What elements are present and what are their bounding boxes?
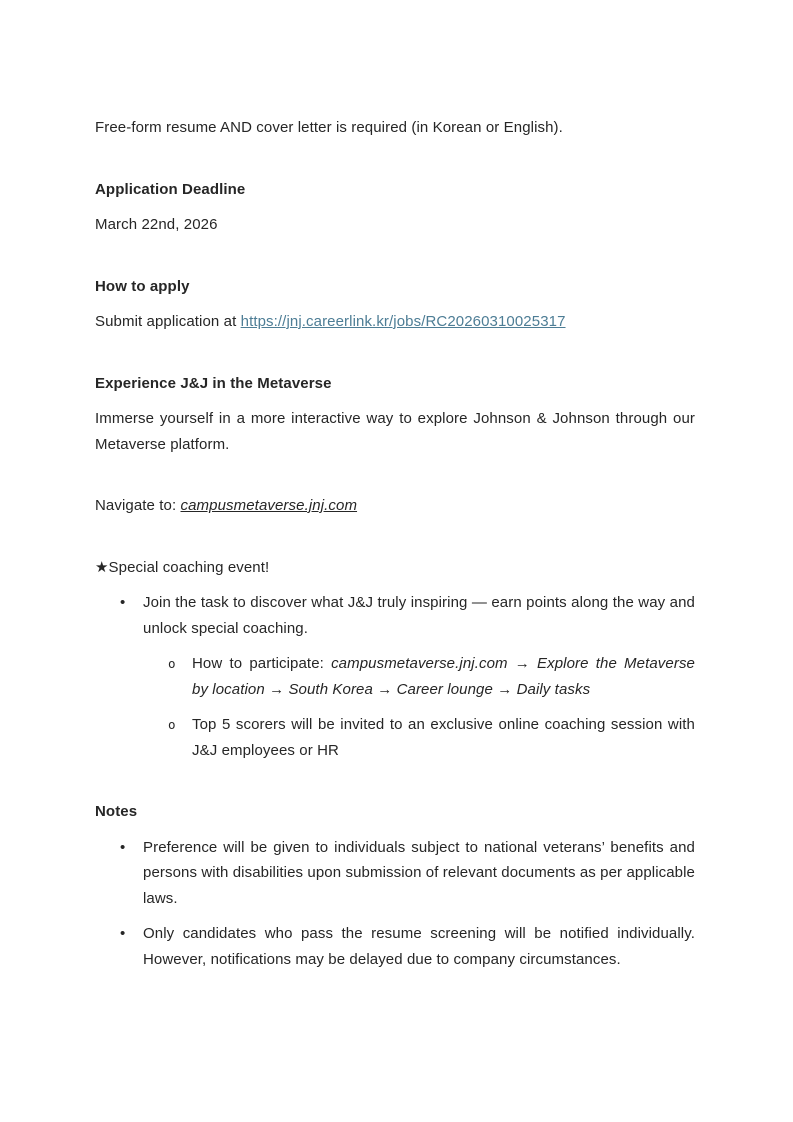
metaverse-description: Immerse yourself in a more interactive way to explore Johnson & Johnson through our Metaverse platform. — [95, 410, 695, 453]
bullet-icon: • — [120, 594, 126, 611]
list-item-how-to-participate — [95, 651, 695, 702]
bullet-icon: • — [120, 925, 126, 942]
apply-line-prefix: Submit application at — [95, 313, 241, 330]
bullet-icon: • — [120, 838, 126, 856]
navigate-line-prefix: Navigate to: — [95, 497, 181, 514]
intro-paragraph: Free-form resume AND cover letter is required (in Korean or English). — [95, 119, 563, 136]
circle-bullet-icon: o — [168, 656, 176, 671]
special-event-title: ★Special coaching event! — [95, 558, 270, 576]
how-to-apply-heading: How to apply — [95, 277, 190, 295]
navigate-line — [95, 493, 695, 519]
application-deadline-heading: Application Deadline — [95, 180, 246, 198]
metaverse-url-link[interactable]: campusmetaverse.jnj.com — [180, 497, 358, 514]
application-url-link[interactable]: https://jnj.careerlink.kr/jobs/RC20260310025317 — [240, 313, 566, 330]
metaverse-heading: Experience J&J in the Metaverse — [95, 374, 332, 392]
list-item-text: Top 5 scorers will be invited to an exclusive online coaching session with J&J employees or HR — [192, 716, 695, 759]
list-item-note-screening — [95, 921, 695, 972]
list-item-text: Only candidates who pass the resume screening will be notified individually. However, notifications may be delayed due to company circumstances. — [143, 925, 695, 968]
application-deadline-date: March 22nd, 2026 — [95, 216, 218, 233]
participate-prefix: How to participate: — [192, 655, 332, 672]
notes-heading: Notes — [95, 803, 138, 820]
list-item-join-task — [95, 590, 695, 641]
apply-line — [95, 309, 695, 335]
list-item-top-scorers — [95, 712, 695, 763]
list-item-text: Preference will be given to individuals subject to national veterans’ benefits and persons with disabilities upon submission of relevant documents as per applicable laws. — [143, 838, 695, 907]
list-item-note-preference — [95, 835, 695, 912]
circle-bullet-icon: o — [168, 717, 176, 732]
list-item-text: Join the task to discover what J&J truly inspiring — earn points along the way and unlock special coaching. — [143, 594, 695, 637]
list-item-text — [192, 651, 695, 702]
participate-path: campusmetaverse.jnj.com → Explore the Metaverse by location → South Korea → Career lounge → Daily tasks — [192, 655, 695, 698]
